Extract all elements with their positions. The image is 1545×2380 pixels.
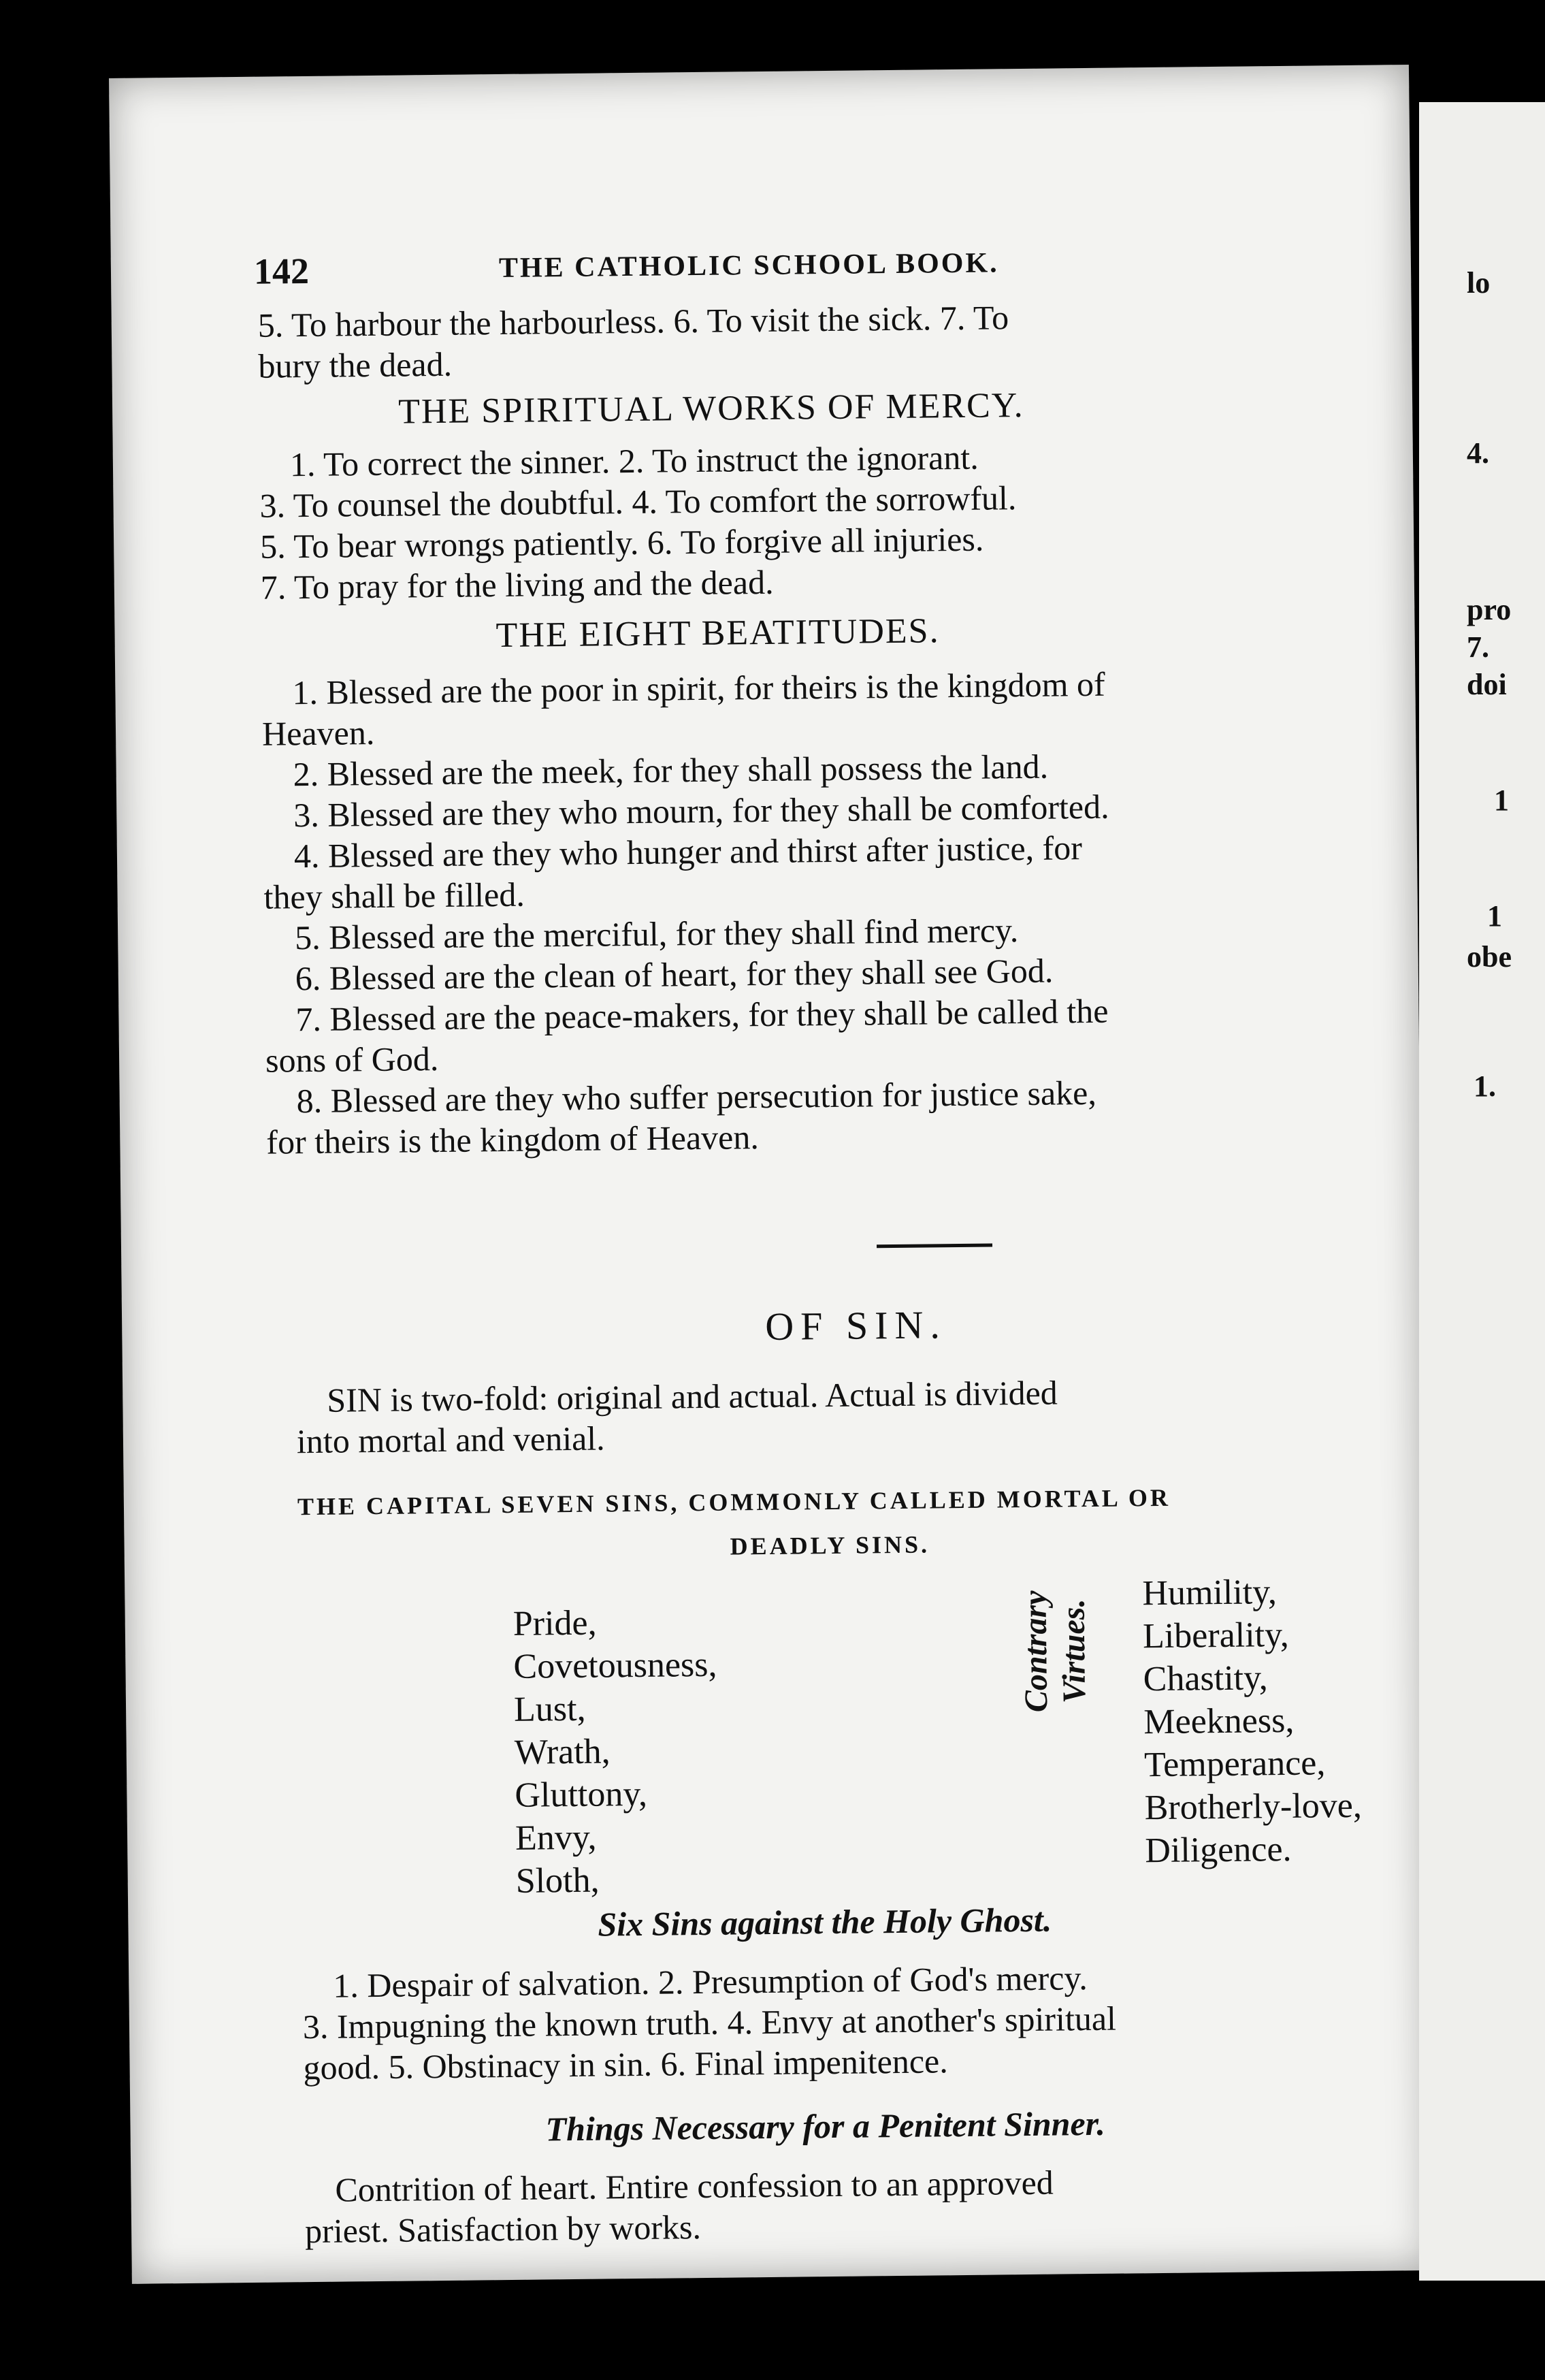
facing-page-fragment bbox=[1419, 102, 1545, 2281]
facing-text: 1 bbox=[1494, 784, 1509, 817]
list-item: Pride, bbox=[513, 1603, 597, 1643]
section-heading-sin: OF SIN. bbox=[764, 1302, 947, 1349]
text-line: bury the dead. bbox=[258, 344, 453, 385]
book-title: THE CATHOLIC SCHOOL BOOK. bbox=[498, 247, 999, 285]
list-item: Diligence. bbox=[1145, 1829, 1292, 1871]
text-line: good. 5. Obstinacy in sin. 6. Final impenitence. bbox=[303, 2042, 948, 2087]
facing-text: pro bbox=[1467, 593, 1512, 626]
label-line: Contrary bbox=[1017, 1590, 1055, 1713]
list-item: Chastity, bbox=[1143, 1658, 1268, 1699]
list-item: Gluttony, bbox=[515, 1774, 648, 1815]
facing-text: 1 bbox=[1487, 899, 1502, 933]
text-line: 3. Impugning the known truth. 4. Envy at another's spiritual bbox=[302, 1999, 1117, 2046]
text-line: Contrition of heart. Entire confession to an approved bbox=[335, 2163, 1054, 2209]
list-item: Envy, bbox=[515, 1818, 597, 1858]
text-line: 1. Despair of salvation. 2. Presumption of God's mercy. bbox=[333, 1959, 1088, 2005]
book-page bbox=[109, 65, 1432, 2284]
text-line: 6. Blessed are the clean of heart, for they shall see God. bbox=[295, 951, 1054, 998]
text-line: into mortal and venial. bbox=[296, 1419, 605, 1461]
text-line: SIN is two-fold: original and actual. Actual is divided bbox=[327, 1373, 1058, 1419]
text-line: sons of God. bbox=[265, 1040, 439, 1080]
section-heading-penitent: Things Necessary for a Penitent Sinner. bbox=[545, 2104, 1106, 2149]
facing-text: 1. bbox=[1474, 1070, 1496, 1103]
list-item: Brotherly-love, bbox=[1144, 1786, 1363, 1828]
list-item: Temperance, bbox=[1143, 1743, 1326, 1785]
label-line: Virtues. bbox=[1055, 1598, 1093, 1704]
text-line: 7. To pray for the living and the dead. bbox=[260, 562, 774, 607]
section-heading-holy-ghost: Six Sins against the Holy Ghost. bbox=[598, 1900, 1052, 1944]
capital-sins-heading: THE CAPITAL SEVEN SINS, COMMONLY CALLED MORTAL OR bbox=[297, 1483, 1171, 1521]
text-line: 8. Blessed are they who suffer persecution for justice sake, bbox=[296, 1073, 1097, 1121]
running-head bbox=[254, 238, 1452, 291]
list-item: Meekness, bbox=[1143, 1701, 1295, 1742]
text-line: 2. Blessed are the meek, for they shall possess the land. bbox=[293, 747, 1049, 794]
list-item: Wrath, bbox=[514, 1732, 611, 1772]
text-line: 4. Blessed are they who hunger and thirst after justice, for bbox=[293, 829, 1083, 875]
facing-text: 7. bbox=[1467, 630, 1489, 664]
facing-text: 4. bbox=[1467, 436, 1489, 470]
text-line: they shall be filled. bbox=[263, 875, 525, 916]
sins-list bbox=[513, 1601, 719, 1903]
facing-text: lo bbox=[1467, 266, 1491, 300]
section-heading-beatitudes: THE EIGHT BEATITUDES. bbox=[495, 611, 940, 656]
list-item: Covetousness, bbox=[513, 1645, 717, 1686]
list-item: Sloth, bbox=[515, 1861, 600, 1901]
page-number: 142 bbox=[253, 250, 310, 292]
capital-sins-heading: DEADLY SINS. bbox=[730, 1530, 930, 1560]
text-line: 3. Blessed are they who mourn, for they shall be comforted. bbox=[293, 787, 1109, 835]
list-item: Lust, bbox=[513, 1689, 586, 1729]
text-line: 5. To bear wrongs patiently. 6. To forgive all injuries. bbox=[259, 519, 984, 566]
text-line: 5. To harbour the harbourless. 6. To visit the sick. 7. To bbox=[257, 298, 1009, 344]
text-line: for theirs is the kingdom of Heaven. bbox=[266, 1118, 760, 1161]
text-line: 7. Blessed are the peace-makers, for they shall be called the bbox=[295, 991, 1109, 1039]
text-line: 1. Blessed are the poor in spirit, for theirs is the kingdom of bbox=[292, 664, 1105, 712]
virtues-list bbox=[1142, 1570, 1363, 1872]
text-line: 5. Blessed are the merciful, for they shall find mercy. bbox=[294, 911, 1019, 957]
facing-text: doi bbox=[1467, 668, 1507, 701]
text-line: 3. To counsel the doubtful. 4. To comfort the sorrowful. bbox=[259, 479, 1017, 525]
text-line: Heaven. bbox=[261, 713, 375, 753]
text-line: priest. Satisfaction by works. bbox=[304, 2208, 702, 2251]
text-line: 1. To correct the sinner. 2. To instruct the ignorant. bbox=[289, 438, 979, 484]
section-heading-spiritual: THE SPIRITUAL WORKS OF MERCY. bbox=[397, 385, 1024, 432]
section-divider bbox=[877, 1244, 992, 1249]
contrary-virtues-label bbox=[1016, 1539, 1100, 1764]
facing-text: obe bbox=[1467, 940, 1512, 974]
list-item: Humility, bbox=[1142, 1573, 1278, 1613]
list-item: Liberality, bbox=[1142, 1615, 1289, 1656]
